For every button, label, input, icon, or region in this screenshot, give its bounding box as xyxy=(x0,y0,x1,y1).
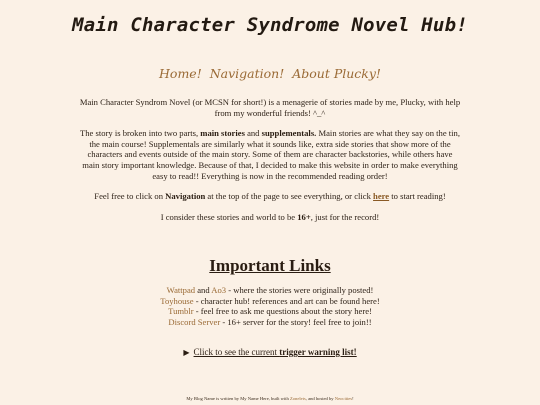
start-reading-link[interactable]: here xyxy=(373,191,390,202)
toyhouse-desc: - character hub! references and art can be found here! xyxy=(193,295,380,306)
ao3-link[interactable]: Ao3 xyxy=(211,285,227,295)
intro-text-4a: I consider these stories and world to be xyxy=(160,211,298,222)
zonelets-link[interactable]: Zonelets xyxy=(289,396,306,401)
disclosure-triangle-icon[interactable]: ▶ xyxy=(183,348,190,357)
intro-paragraph-2 xyxy=(78,128,462,181)
footer-text-b: , and hosted by xyxy=(305,396,335,401)
important-links-heading: Important Links xyxy=(209,256,331,275)
intro-content xyxy=(78,97,462,232)
intro-text-3a: Feel free to click on xyxy=(94,191,166,202)
discord-link[interactable]: Discord Server xyxy=(168,316,221,327)
intro-text-2and: and xyxy=(244,128,262,139)
intro-paragraph-1 xyxy=(78,97,462,118)
discord-desc: - 16+ server for the story! feel free to join!! xyxy=(220,316,372,327)
footer-text-c: ! xyxy=(352,396,354,401)
intro-paragraph-4 xyxy=(78,212,462,223)
intro-text-2a: The story is broken into two parts, xyxy=(79,128,201,139)
trigger-warning-prefix: Click to see the current xyxy=(193,347,280,357)
intro-text-3b: at the top of the page to see everything, or click xyxy=(205,191,374,202)
trigger-warning-row xyxy=(0,347,540,357)
trigger-warning-bold: trigger warning list! xyxy=(279,347,357,357)
nav-about-link[interactable]: About Plucky! xyxy=(292,66,381,81)
toyhouse-link[interactable]: Toyhouse xyxy=(160,295,194,306)
top-nav xyxy=(0,66,540,81)
links-row-wattpad xyxy=(78,285,462,296)
wattpad-desc: - where the stories were originally posted! xyxy=(226,285,374,295)
intro-text-1: Main Character Syndrom Novel (or MCSN for short!) is a menagerie of stories made by me, Plucky, with help from my wonderful friends! ^_^ xyxy=(79,97,461,118)
site-title: Main Character Syndrome Novel Hub! xyxy=(72,14,468,36)
links-and-text: and xyxy=(195,285,212,295)
links-row-toyhouse xyxy=(78,296,462,307)
tumblr-link[interactable]: Tumblr xyxy=(168,306,194,317)
footer xyxy=(0,396,540,401)
navigation-term: Navigation xyxy=(165,191,206,202)
supplementals-term: supplementals. xyxy=(261,128,317,139)
nav-home-link[interactable]: Home! xyxy=(159,66,202,81)
nav-navigation-link[interactable]: Navigation! xyxy=(209,66,285,81)
intro-text-4b: , just for the record! xyxy=(310,211,380,222)
wattpad-link[interactable]: Wattpad xyxy=(166,285,196,295)
links-row-tumblr xyxy=(78,306,462,317)
age-rating: 16+ xyxy=(297,211,311,222)
trigger-warning-link[interactable] xyxy=(194,347,357,357)
footer-text-a: My Blog Name is written by My Name Here, built with xyxy=(186,396,290,401)
intro-text-3c: to start reading! xyxy=(389,191,446,202)
important-links-list xyxy=(78,285,462,327)
intro-text-2b: Main stories are what they say on the tin, the main course! Supplementals are similarly what it sounds like, extra side stories that show more of the characters and events outside of the main story. Some of them are character backstories, while others have main story important knowledge. Because of that, I decided to make this website in order to make everything easy to read!! Everything is now in the recommended reading order! xyxy=(82,128,461,181)
main-stories-term: main stories xyxy=(200,128,245,139)
tumblr-desc: - feel free to ask me questions about the story here! xyxy=(193,306,372,317)
intro-paragraph-3 xyxy=(78,191,462,202)
links-row-discord xyxy=(78,317,462,328)
neocities-link[interactable]: Neocities xyxy=(334,396,353,401)
